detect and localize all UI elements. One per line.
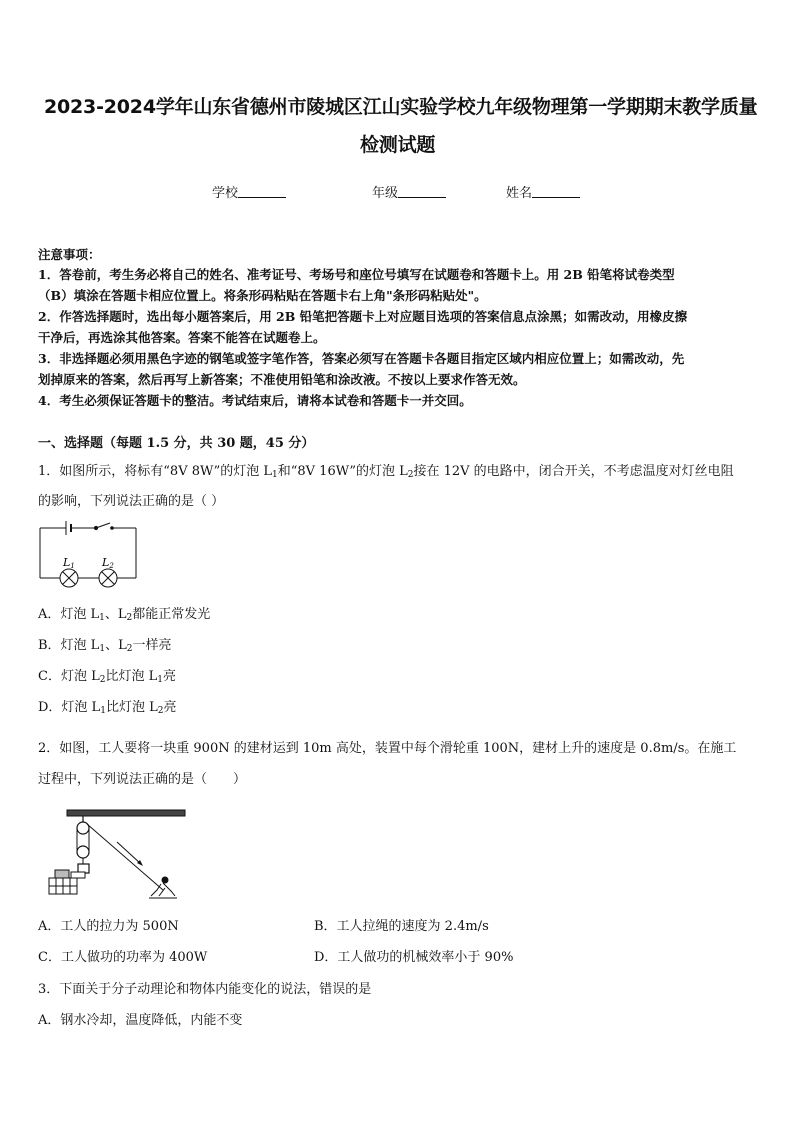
option-text: 亮	[163, 700, 177, 715]
subscript: 1	[100, 706, 106, 716]
notes-line: 3．非选择题必须用黑色字迹的钢笔或签字笔作答，答案必须写在答题卡各题目指定区域内相应位置上；如需改动，先	[38, 351, 685, 366]
switch-blade	[96, 523, 110, 528]
q2-option-a: A．工人的拉力为 500N	[38, 919, 179, 934]
q2-option-d: D．工人做功的机械效率小于 90%	[314, 950, 514, 965]
subscript: 2	[126, 644, 133, 654]
page-title-line1: 2023-2024学年山东省德州市陵城区江山实验学校九年级物理第一学期期末教学质量	[44, 96, 758, 118]
section-heading: 一、选择题（每题 1.5 分，共 30 题，45 分）	[38, 436, 315, 451]
grade-label: 年级	[372, 186, 399, 201]
q1-option-b	[38, 634, 171, 654]
q2-option-b: B．工人拉绳的速度为 2.4m/s	[314, 919, 489, 934]
circuit-diagram	[38, 518, 138, 588]
notes-heading: 注意事项：	[38, 247, 101, 262]
subscript: 2	[126, 613, 133, 623]
option-text: 亮	[162, 669, 176, 684]
school-field	[212, 182, 286, 201]
lamp-l1-label: L1	[63, 556, 75, 570]
q2-option-c: C．工人做功的功率为 400W	[38, 950, 208, 965]
notes-line: 干净后，再选涂其他答案。答案不能答在试题卷上。	[38, 330, 326, 345]
option-text: 一样亮	[132, 638, 172, 653]
subscript: 2	[99, 675, 106, 685]
option-text: B．灯泡 L	[38, 638, 100, 653]
movable-pulley	[77, 846, 89, 858]
grade-blank	[398, 185, 446, 198]
school-blank	[238, 185, 286, 198]
notes-line: 4．考生必须保证答题卡的整洁。考试结束后，请将本试卷和答题卡一并交回。	[38, 393, 472, 408]
subscript: 1	[272, 470, 278, 480]
q1-stem-line2: 的影响，下列说法正确的是（ ）	[38, 494, 225, 509]
subscript: 1	[157, 675, 163, 685]
school-label: 学校	[212, 186, 239, 201]
q1-option-c	[38, 665, 176, 685]
option-text: D．灯泡 L	[38, 700, 101, 715]
name-blank	[532, 185, 580, 198]
option-text: 比灯泡 L	[105, 669, 158, 684]
subscript: 2	[157, 706, 164, 716]
worker-figure	[149, 877, 177, 898]
notes-line: 1．答卷前，考生务必将自己的姓名、准考证号、考场号和座位号填写在试题卷和答题卡上。用 2B 铅笔将试卷类型	[38, 267, 675, 282]
notes-line: 划掉原来的答案，然后再写上新答案；不准使用铅笔和涂改液。不按以上要求作答无效。	[38, 372, 526, 387]
q3-option-a: A．钢水冷却，温度降低，内能不变	[38, 1013, 243, 1028]
q1-stem-part: 接在 12V 的电路中，闭合开关，不考虑温度对灯丝电阻	[413, 464, 734, 479]
q2-stem-line1: 2．如图，工人要将一块重 900N 的建材运到 10m 高处，装置中每个滑轮重 100N，建材上升的速度是 0.8m/s。在施工	[38, 741, 737, 756]
q1-option-a	[38, 603, 210, 623]
brick-stack	[49, 870, 85, 894]
option-text: 都能正常发光	[132, 607, 211, 622]
name-label: 姓名	[506, 186, 533, 201]
grade-field	[372, 182, 446, 201]
q3-stem: 3．下面关于分子动理论和物体内能变化的说法，错误的是	[38, 982, 372, 997]
q2-stem-line2: 过程中，下列说法正确的是（ ）	[38, 772, 247, 787]
option-text: 、L	[104, 607, 127, 622]
q1-option-d	[38, 696, 176, 716]
subscript: 1	[99, 613, 105, 623]
notes-line: （B）填涂在答题卡相应位置上。将条形码粘贴在答题卡右上角"条形码粘贴处"。	[38, 288, 487, 303]
name-field	[506, 182, 580, 201]
option-text: 、L	[105, 638, 127, 653]
pulley-diagram	[45, 808, 190, 903]
subscript: 2	[407, 470, 414, 480]
page-title-line2: 检测试题	[360, 134, 436, 156]
q1-stem	[38, 460, 734, 480]
option-text: 比灯泡 L	[105, 700, 158, 715]
q1-stem-part: 1．如图所示，将标有“8V 8W”的灯泡 L	[38, 464, 272, 479]
ceiling-beam	[67, 810, 185, 816]
notes-line: 2．作答选择题时，选出每小题答案后，用 2B 铅笔把答题卡上对应题目选项的答案信息点涂黑；如需改动，用橡皮擦	[38, 309, 688, 324]
option-text: C．灯泡 L	[38, 669, 100, 684]
option-text: A．灯泡 L	[38, 607, 100, 622]
q1-stem-part: 和“8V 16W”的灯泡 L	[277, 464, 408, 479]
lamp-l2-label: L2	[102, 556, 114, 570]
subscript: 1	[99, 644, 106, 654]
